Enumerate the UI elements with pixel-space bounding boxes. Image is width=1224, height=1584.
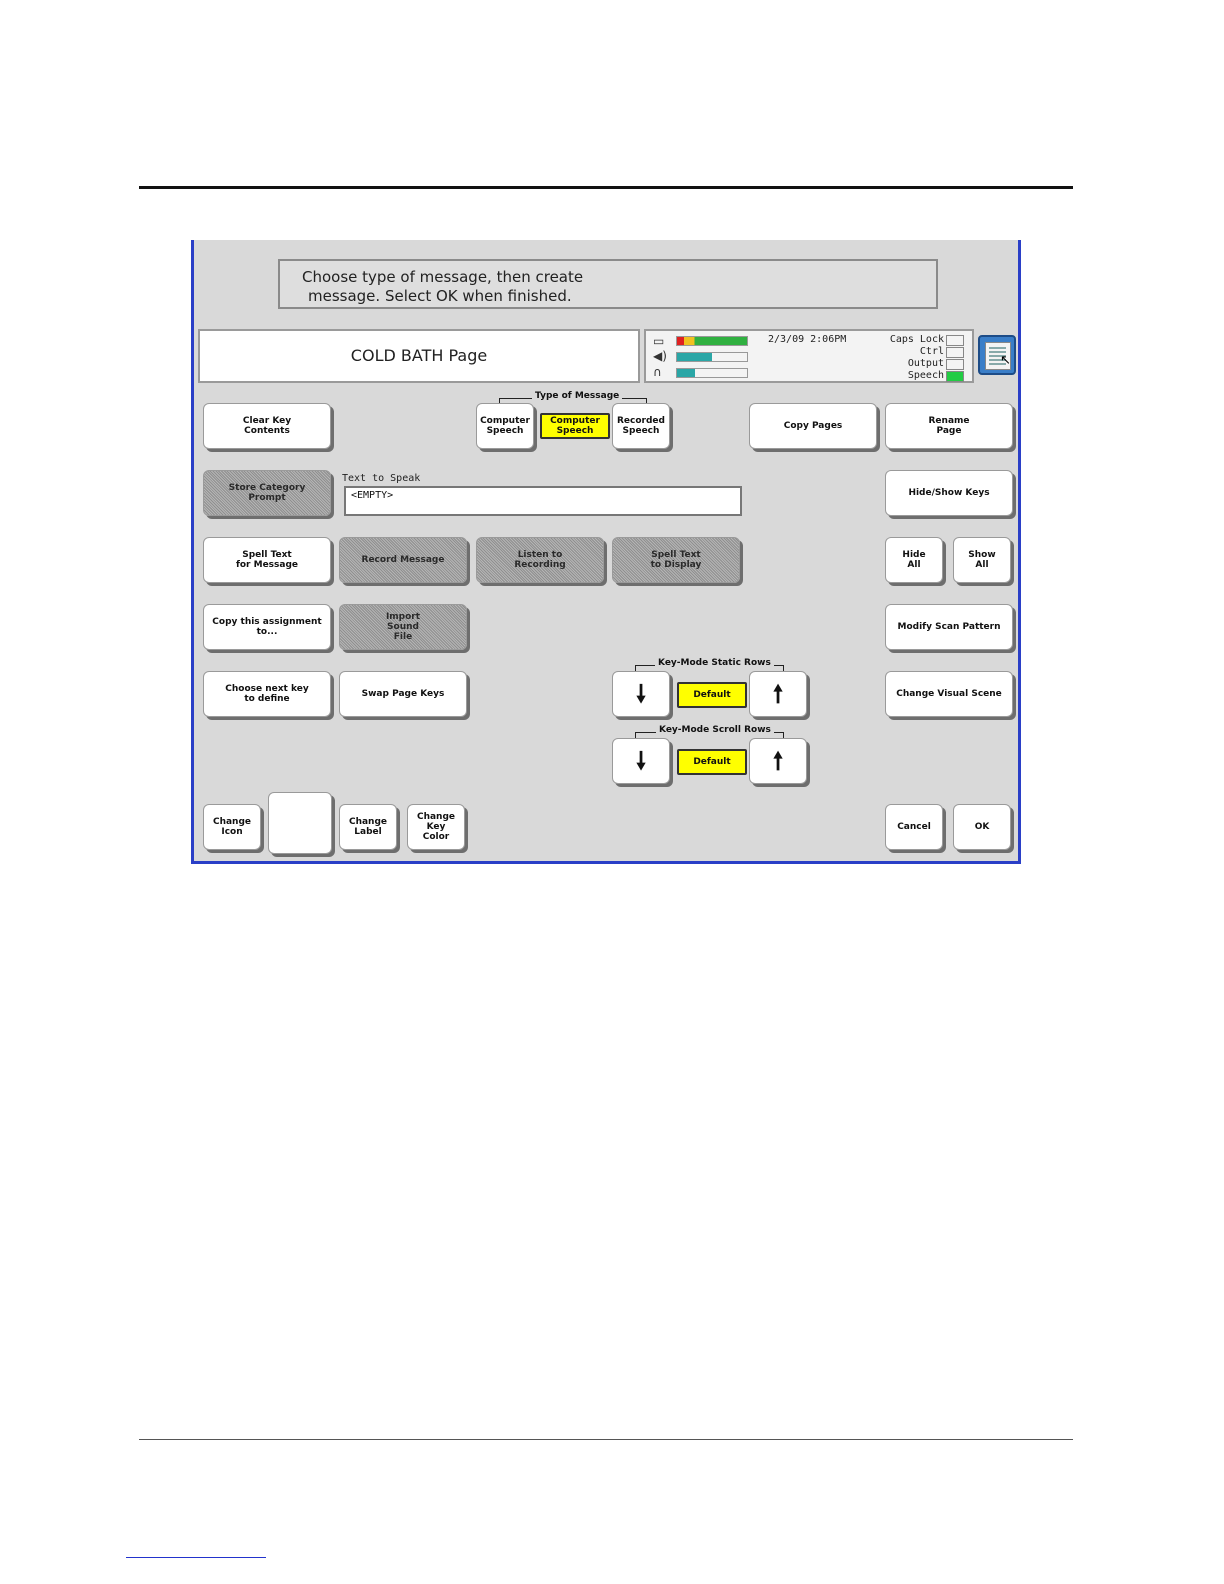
page-title: COLD BATH Page — [198, 329, 640, 383]
caps-lock-label: Caps Lock — [889, 334, 944, 345]
menu-button[interactable] — [978, 335, 1016, 375]
hide-all-button[interactable]: Hide All — [885, 537, 943, 583]
cancel-button[interactable]: Cancel — [885, 804, 943, 850]
cursor-icon: ↖ — [1000, 353, 1011, 368]
ctrl-indicator — [946, 347, 964, 358]
status-panel — [644, 329, 974, 383]
import-sound-file-button[interactable]: Import Sound File — [339, 604, 467, 650]
rename-page-button[interactable]: Rename Page — [885, 403, 1013, 449]
change-label-button[interactable]: Change Label — [339, 804, 397, 850]
speech-label: Speech — [907, 370, 944, 381]
static-rows-up-button[interactable] — [749, 671, 807, 717]
show-all-button[interactable]: Show All — [953, 537, 1011, 583]
change-visual-scene-button[interactable]: Change Visual Scene — [885, 671, 1013, 717]
header-rule — [139, 186, 1073, 189]
battery-meter — [676, 336, 748, 346]
modify-scan-pattern-button[interactable]: Modify Scan Pattern — [885, 604, 1013, 650]
type-of-message-label: Type of Message — [532, 391, 622, 401]
change-icon-button[interactable]: Change Icon — [203, 804, 261, 850]
hide-show-keys-button[interactable]: Hide/Show Keys — [885, 470, 1013, 516]
speaker-icon: ◀) — [653, 349, 667, 363]
scroll-rows-value: Default — [677, 749, 747, 775]
static-rows-label: Key-Mode Static Rows — [655, 658, 774, 668]
key-preview[interactable] — [268, 792, 332, 854]
volume-meter — [676, 352, 748, 362]
key-editor-window — [191, 240, 1021, 864]
headphone-meter — [676, 368, 748, 378]
spell-text-to-display-button[interactable]: Spell Text to Display — [612, 537, 740, 583]
caps-lock-indicator — [946, 335, 964, 346]
instruction-prompt — [278, 259, 938, 309]
arrow-down-icon: 🠗 — [635, 680, 647, 708]
listen-to-recording-button[interactable]: Listen to Recording — [476, 537, 604, 583]
arrow-down-icon: 🠗 — [635, 747, 647, 775]
footer-rule — [139, 1439, 1073, 1440]
change-key-color-button[interactable]: Change Key Color — [407, 804, 465, 850]
arrow-up-icon: 🠕 — [772, 680, 784, 708]
speech-indicator — [946, 371, 964, 382]
text-to-speak-label: Text to Speak — [342, 473, 421, 484]
copy-pages-button[interactable]: Copy Pages — [749, 403, 877, 449]
store-category-prompt-button[interactable]: Store Category Prompt — [203, 470, 331, 516]
scroll-rows-up-button[interactable] — [749, 738, 807, 784]
computer-speech-selected-option[interactable]: Computer Speech — [540, 413, 610, 439]
static-rows-value: Default — [677, 682, 747, 708]
ctrl-label: Ctrl — [919, 346, 944, 357]
scroll-rows-down-button[interactable] — [612, 738, 670, 784]
computer-speech-option[interactable]: Computer Speech — [476, 403, 534, 449]
spell-text-for-message-button[interactable]: Spell Text for Message — [203, 537, 331, 583]
date-time: 2/3/09 2:06PM — [768, 334, 847, 345]
battery-icon: ▭ — [653, 334, 665, 348]
output-indicator — [946, 359, 964, 370]
copy-assignment-button[interactable]: Copy this assignment to... — [203, 604, 331, 650]
static-rows-down-button[interactable] — [612, 671, 670, 717]
text-to-speak-field[interactable]: <EMPTY> — [344, 486, 742, 516]
clear-key-contents-button[interactable]: Clear Key Contents — [203, 403, 331, 449]
headphone-icon: ∩ — [653, 365, 662, 379]
arrow-up-icon: 🠕 — [772, 747, 784, 775]
footer-link-underline — [126, 1557, 266, 1558]
prompt-line-2: message. Select OK when finished. — [308, 287, 572, 305]
output-label: Output — [907, 358, 944, 369]
record-message-button[interactable]: Record Message — [339, 537, 467, 583]
swap-page-keys-button[interactable]: Swap Page Keys — [339, 671, 467, 717]
recorded-speech-option[interactable]: Recorded Speech — [612, 403, 670, 449]
choose-next-key-button[interactable]: Choose next key to define — [203, 671, 331, 717]
ok-button[interactable]: OK — [953, 804, 1011, 850]
prompt-line-1: Choose type of message, then create — [302, 268, 584, 286]
scroll-rows-label: Key-Mode Scroll Rows — [656, 725, 774, 735]
